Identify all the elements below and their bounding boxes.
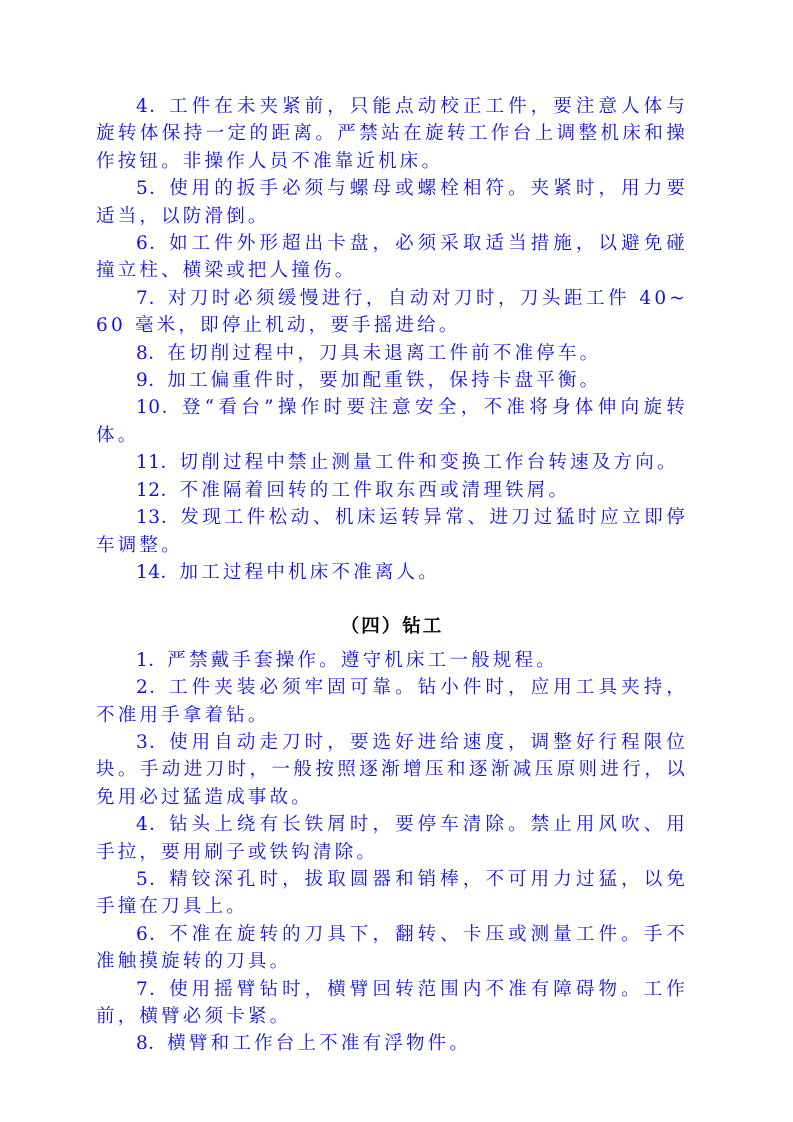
rule-number: 6． <box>136 923 170 945</box>
rule-number: 2． <box>136 677 170 699</box>
rule-text: 使用自动走刀时，要选好进给速度，调整好行程限位块。手动进刀时，一般按照逐渐增压和逐渐减压原则进行，以免用必过猛造成事故。 <box>96 731 688 808</box>
rule-number: 4． <box>136 96 170 117</box>
rule-text: 如工件外形超出卡盘，必须采取适当措施，以避免碰撞立柱、横梁或把人撞伤。 <box>96 233 688 282</box>
section-previous-rules <box>96 93 688 586</box>
rule-item <box>96 367 688 394</box>
rule-text: 精铰深孔时，拔取圆器和销棒，不可用力过猛，以免手撞在刀具上。 <box>96 868 688 918</box>
rule-text: 钻头上绕有长铁屑时，要停车清除。禁止用风吹、用手拉，要用刷子或铁钩清除。 <box>96 814 688 863</box>
rule-item <box>96 93 688 175</box>
rule-text: 不准在旋转的刀具下，翻转、卡压或测量工件。手不准触摸旋转的刀具。 <box>96 923 688 973</box>
rule-text: 对刀时必须缓慢进行，自动对刀时，刀头距工件 40~60 毫米，即停止机动，要手摇进给。 <box>96 287 688 337</box>
rule-number: 10． <box>136 397 182 419</box>
rule-text: 登“看台”操作时要注意安全，不准将身体伸向旋转体。 <box>96 397 688 446</box>
rule-number: 1． <box>136 649 168 671</box>
rule-item <box>96 559 688 586</box>
rule-number: 6． <box>136 233 170 255</box>
rule-item <box>96 866 688 921</box>
rule-item <box>96 811 688 866</box>
rule-item <box>96 285 688 340</box>
rule-item <box>96 449 688 476</box>
rule-item <box>96 340 688 367</box>
rule-text: 在切削过程中，刀具未退离工件前不准停车。 <box>167 342 602 364</box>
rule-text: 发现工件松动、机床运转异常、进刀过猛时应立即停车调整。 <box>96 507 688 556</box>
rule-item <box>96 976 688 1031</box>
rule-item <box>96 921 688 976</box>
rule-item <box>96 394 688 449</box>
rule-number: 5． <box>136 178 170 200</box>
rule-text: 不准隔着回转的工件取东西或清理铁屑。 <box>179 479 571 501</box>
rule-item <box>96 230 688 285</box>
rule-item <box>96 477 688 504</box>
rule-text: 工件在未夹紧前，只能点动校正工件，要注意人体与旋转体保持一定的距离。严禁站在旋转工作台上调整机床和操作按钮。非操作人员不准靠近机床。 <box>96 96 688 172</box>
rule-number: 3． <box>136 731 170 753</box>
rule-number: 14． <box>136 561 180 583</box>
section-heading-drilling: （四）钻工 <box>340 616 444 638</box>
rule-number: 5． <box>136 868 170 890</box>
rule-number: 4． <box>136 814 170 836</box>
rule-number: 7． <box>136 287 168 309</box>
rule-item <box>96 647 688 674</box>
rule-text: 加工过程中机床不准离人。 <box>179 561 440 583</box>
rule-number: 12． <box>136 479 180 501</box>
rule-text: 加工偏重件时，要加配重铁，保持卡盘平衡。 <box>167 370 602 392</box>
rule-item <box>96 175 688 230</box>
rule-text: 工件夹装必须牢固可靠。钻小件时，应用工具夹持，不准用手拿着钻。 <box>96 677 688 726</box>
rule-text: 切削过程中禁止测量工件和变换工作台转速及方向。 <box>179 452 679 474</box>
rule-item <box>96 729 688 811</box>
rule-item <box>96 1030 688 1057</box>
rule-text: 严禁戴手套操作。遵守机床工一般规程。 <box>167 649 558 671</box>
rule-number: 8． <box>136 342 168 364</box>
rule-number: 13． <box>136 507 181 529</box>
rule-number: 11． <box>136 452 180 474</box>
rule-text: 横臂和工作台上不准有浮物件。 <box>167 1033 472 1055</box>
rule-number: 7． <box>136 978 170 1000</box>
rule-number: 8． <box>136 1033 168 1055</box>
rule-item <box>96 674 688 729</box>
rule-item <box>96 504 688 559</box>
rule-text: 使用的扳手必须与螺母或螺栓相符。夹紧时，用力要适当，以防滑倒。 <box>96 178 688 227</box>
document-page <box>96 93 688 1058</box>
rule-number: 9． <box>136 370 168 392</box>
section-drilling-rules <box>96 647 688 1058</box>
rule-text: 使用摇臂钻时，横臂回转范围内不准有障碍物。工作前，横臂必须卡紧。 <box>96 978 688 1027</box>
